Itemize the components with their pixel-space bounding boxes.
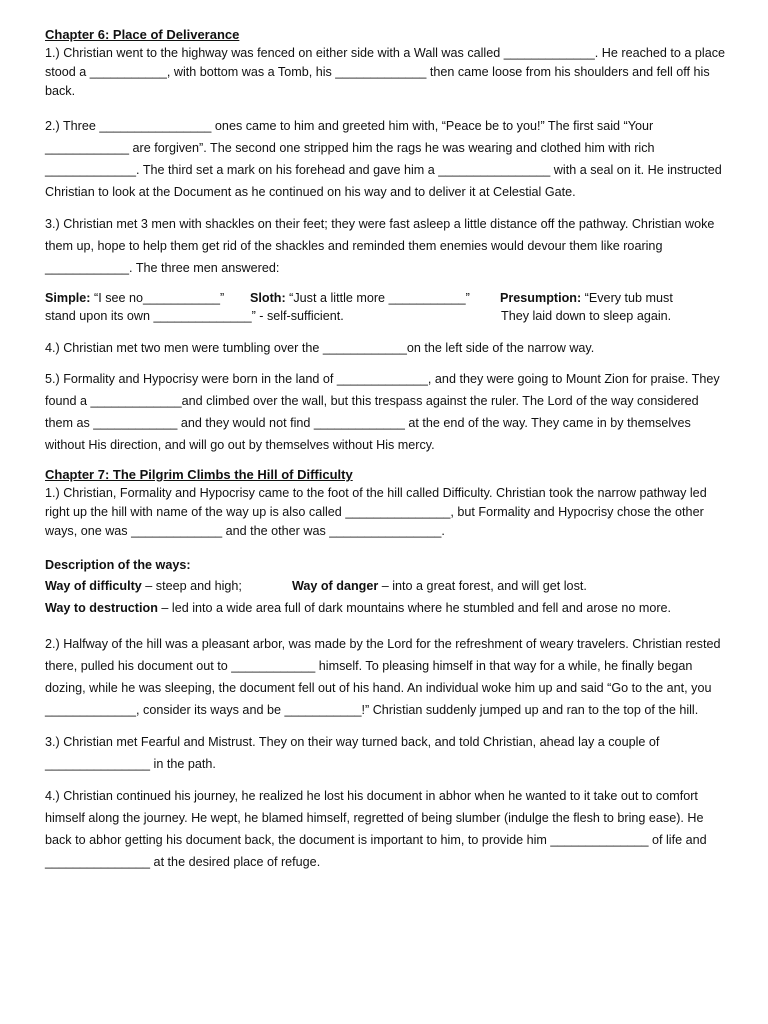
ch7-question-2: 2.) Halfway of the hill was a pleasant arbor, was made by the Lord for the refreshment of weary travelers. Christian rested there, pulled his document out to ____________ himself. To pleasing himself in that way for a while, he finally began dozing, while he was sleeping, the document fell out of his hand. An individual woke him up and said “Go to the ant, you _____________, consider its ways and be ___________!” Christian suddenly jumped up and ran to the top of the hill.	[45, 637, 721, 717]
way-of-danger-text: – into a great forest, and will get lost.	[378, 579, 587, 593]
ch7-question-1: 1.) Christian, Formality and Hypocrisy came to the foot of the hill called Difficulty. Christian took the narrow pathway led right up the hill with name of the way up is also called _______________, but Formality and Hypocrisy chose the other ways, one was _____________ and the other was ________________.	[45, 486, 707, 538]
ways-row	[45, 576, 725, 597]
simple-label: Simple:	[45, 291, 91, 305]
worksheet-page	[45, 26, 725, 873]
simple-text-continued: stand upon its own ______________” - self-sufficient.	[45, 309, 344, 323]
ways-description-heading: Description of the ways:	[45, 558, 191, 572]
way-to-destruction-label: Way to destruction	[45, 601, 158, 615]
answers-row-2	[45, 307, 725, 325]
sloth-label: Sloth:	[250, 291, 286, 305]
way-of-danger-label: Way of danger	[291, 579, 379, 593]
presumption-text-continued: They laid down to sleep again.	[501, 309, 672, 323]
way-to-destruction-text: – led into a wide area full of dark mountains where he stumbled and fell and arose no more.	[157, 601, 672, 615]
way-to-destruction	[45, 597, 725, 619]
way-of-difficulty-text: – steep and high;	[141, 579, 242, 593]
chapter-7-heading: Chapter 7: The Pilgrim Climbs the Hill of Difficulty	[45, 467, 353, 482]
answers-row-1	[45, 289, 725, 307]
chapter-6-heading: Chapter 6: Place of Deliverance	[45, 27, 240, 42]
ch6-question-1: 1.) Christian went to the highway was fenced on either side with a Wall was called _____________. He reached to a place stood a ___________, with bottom was a Tomb, his _____________ then came loose from his shoulders and fell off his back.	[45, 46, 726, 98]
ch6-question-5: 5.) Formality and Hypocrisy were born in the land of _____________, and they were going to Mount Zion for praise. They found a _____________and climbed over the wall, but this trespass against the ruler. The Lord of the way considered them as ____________ and they would not find _____________ at the end of the way. They came in by themselves without His direction, and will go out by themselves without His mercy.	[45, 372, 720, 452]
ch6-question-4: 4.) Christian met two men were tumbling over the ____________on the left side of the narrow way.	[45, 341, 595, 355]
presumption-label: Presumption:	[500, 291, 582, 305]
presumption-text: “Every tub must	[581, 291, 673, 305]
ch6-question-3: 3.) Christian met 3 men with shackles on their feet; they were fast asleep a little distance off the pathway. Christian woke them up, hope to help them get rid of the shackles and reminded them enemies would devour them like roaring ____________. The three men answered:	[45, 217, 715, 275]
way-of-difficulty-label: Way of difficulty	[45, 579, 142, 593]
ch7-question-3: 3.) Christian met Fearful and Mistrust. They on their way turned back, and told Christian, ahead lay a couple of _______________ in the path.	[45, 735, 660, 771]
ch6-question-2: 2.) Three ________________ ones came to him and greeted him with, “Peace be to you!” The first said “Your ____________ are forgiven”. The second one stripped him the rags he was wearing and clothed him with rich _____________. The third set a mark on his forehead and gave him a ________________ with a seal on it. He instructed Christian to look at the Document as he continued on his way and to deliver it at Celestial Gate.	[45, 119, 722, 199]
simple-text: “I see no___________”	[90, 291, 225, 305]
ch7-question-4: 4.) Christian continued his journey, he realized he lost his document in abhor when he wanted to it take out to comfort himself along the journey. He wept, he blamed himself, regretted of being slumber (indulge the flesh to bring ease). He back to abhor getting his document back, the document is important to him, to provide him ______________ of life and _______________ at the desired place of refuge.	[45, 789, 707, 869]
sloth-text: “Just a little more ___________”	[285, 291, 470, 305]
